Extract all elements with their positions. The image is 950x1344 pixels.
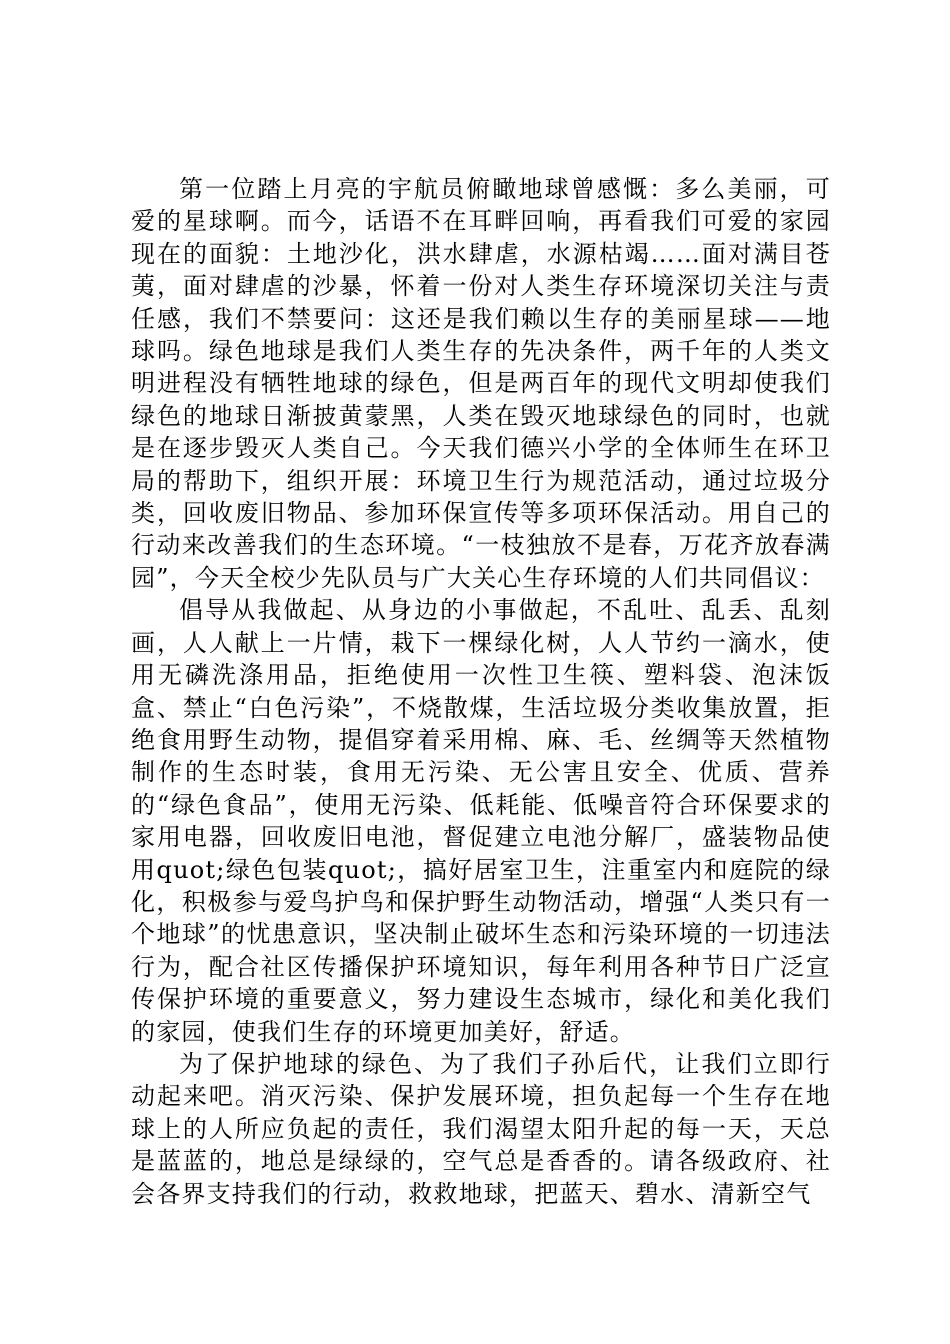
paragraph-intro: 第一位踏上月亮的宇航员俯瞰地球曾感慨：多么美丽，可爱的星球啊。而今，话语不在耳畔回响，再看我们可爱的家园现在的面貌：土地沙化，洪水肆虐，水源枯竭……面对满目苍荑，面对肆虐的沙暴，怀着一份对人类生存环境深切关注与责任感，我们不禁要问：这还是我们赖以生存的美丽星球——地球吗。绿色地球是我们人类生存的先决条件，两千年的人类文明进程没有牺牲地球的绿色，但是两百年的现代文明却使我们绿色的地球日渐披黄蒙黑，人类在毁灭地球绿色的同时，也就是在逐步毁灭人类自己。今天我们德兴小学的全体师生在环卫局的帮助下，组织开展：环境卫生行为规范活动，通过垃圾分类，回收废旧物品、参加环保宣传等多项环保活动。用自己的行动来改善我们的生态环境。“一枝独放不是春，万花齐放春满园”，今天全校少先队员与广大关心生存环境的人们共同倡议：	[131, 175, 831, 592]
paragraph-call-to-action: 为了保护地球的绿色、为了我们子孙后代，让我们立即行动起来吧。消灭污染、保护发展环境，担负起每一个生存在地球上的人所应负起的责任，我们渴望太阳升起的每一天，天总是蓝蓝的，地总是绿绿的，空气总是香香的。请各级政府、社会各界支持我们的行动，救救地球，把蓝天、碧水、清新空气	[131, 1049, 831, 1208]
paragraph-initiatives: 倡导从我做起、从身边的小事做起，不乱吐、乱丢、乱刻画，人人献上一片情，栽下一棵绿化树，人人节约一滴水，使用无磷洗涤用品，拒绝使用一次性卫生筷、塑料袋、泡沫饭盒、禁止“白色污染”，不烧散煤，生活垃圾分类收集放置，拒绝食用野生动物，提倡穿着采用棉、麻、毛、丝绸等天然植物制作的生态时装，食用无污染、无公害且安全、优质、营养的“绿色食品”，使用无污染、低耗能、低噪音符合环保要求的家用电器，回收废旧电池，督促建立电池分解厂，盛装物品使用quot;绿色包装quot;，搞好居室卫生，注重室内和庭院的绿化，积极参与爱鸟护鸟和保护野生动物活动，增强“人类只有一个地球”的忧患意识，坚决制止破坏生态和污染环境的一切违法行为，配合社区传播保护环境知识，每年利用各种节日广泛宣传保护环境的重要意义，努力建设生态城市，绿化和美化我们的家园，使我们生存的环境更加美好，舒适。	[131, 596, 831, 1046]
document-body	[131, 173, 831, 1210]
